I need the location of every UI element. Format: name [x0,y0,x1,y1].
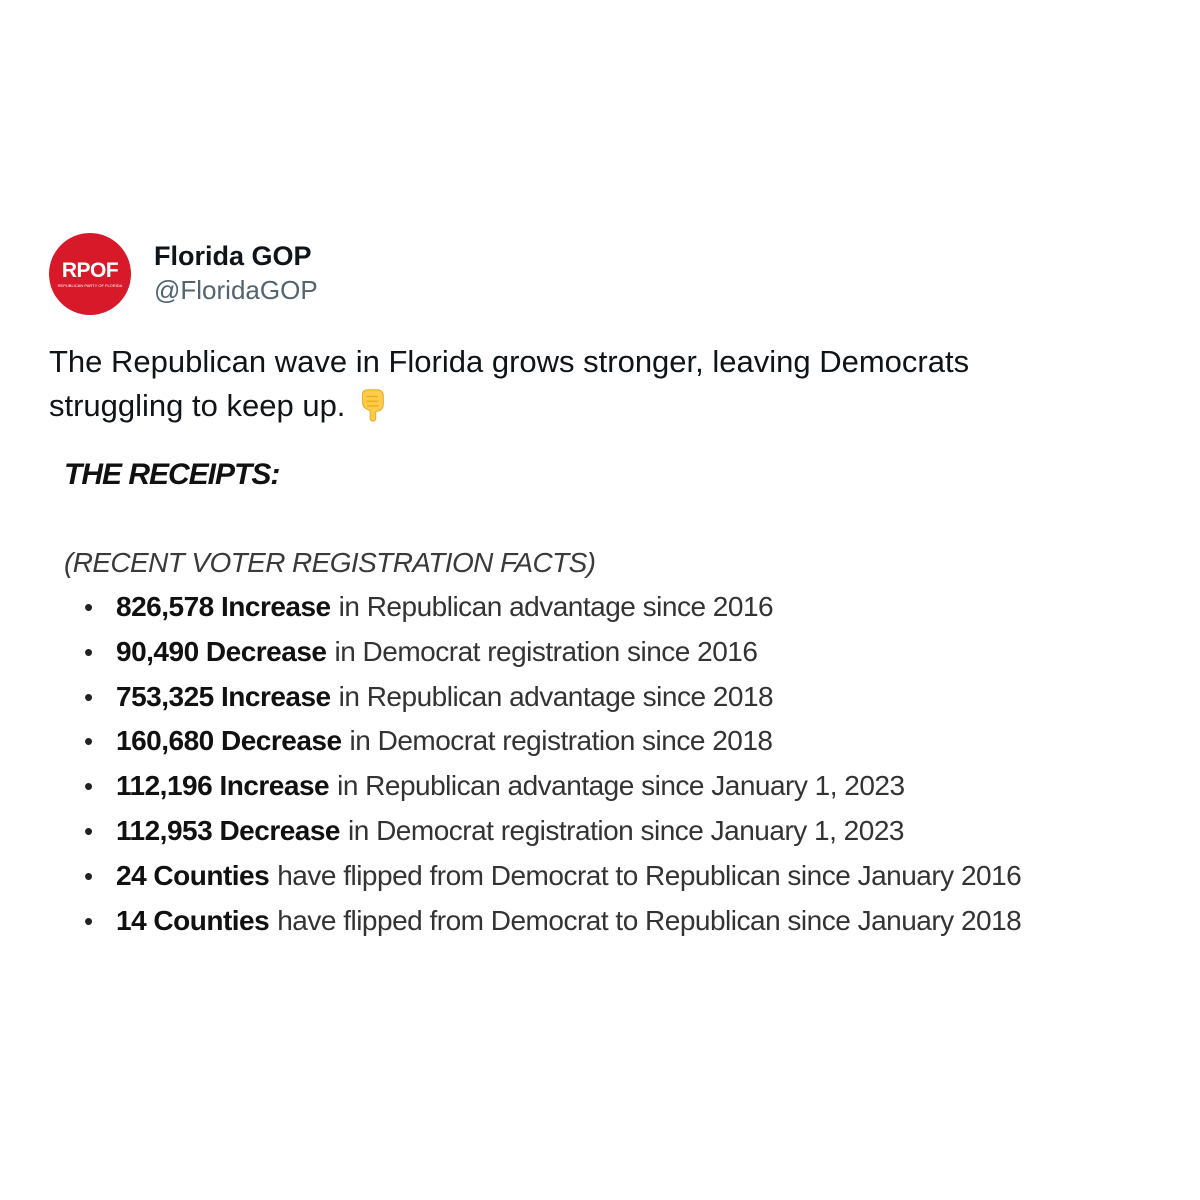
fact-figure: 826,578 Increase [116,591,331,622]
bullet: • [84,905,93,936]
fact-description: in Republican advantage since 2018 [338,680,774,712]
user-handle[interactable]: @FloridaGOP [154,275,318,305]
bullet: • [84,860,93,891]
bullet: • [84,771,93,802]
list-item [64,901,1164,946]
fact-description: have flipped from Democrat to Republican since January 2016 [277,859,1022,891]
pointing-down-icon [355,388,389,422]
tweet-header [49,232,1159,316]
list-item [64,677,1164,722]
bullet: • [84,592,93,622]
tweet [49,232,1159,428]
bullet: • [84,636,93,667]
author-names [154,239,318,307]
list-item [64,721,1164,766]
list-item [64,632,1164,677]
bullet: • [84,815,93,846]
facts-list [64,587,1164,945]
avatar[interactable] [49,233,131,315]
tweet-body: The Republican wave in Florida grows stronger, leaving Democrats struggling to keep up. [49,344,970,423]
list-item [64,856,1164,901]
avatar-logo: RPOF [61,259,119,282]
list-item [64,587,1164,632]
fact-figure: 112,953 Decrease [116,814,340,846]
fact-figure: 14 Counties [116,904,270,936]
receipts-image[interactable] [64,455,1164,945]
fact-description: in Democrat registration since 2016 [334,635,758,667]
fact-description: have flipped from Democrat to Republican since January 2018 [277,904,1022,936]
list-item [64,766,1164,811]
tweet-text [49,340,1109,428]
display-name[interactable]: Florida GOP [154,241,312,271]
fact-figure: 160,680 Decrease [116,725,342,757]
fact-figure: 753,325 Increase [116,680,331,712]
bullet: • [84,681,93,712]
receipts-subtitle: (RECENT VOTER REGISTRATION FACTS) [64,547,596,578]
fact-description: in Democrat registration since January 1, 2023 [348,814,904,846]
receipts-title: THE RECEIPTS: [64,458,280,491]
bullet: • [84,726,93,757]
fact-description: in Democrat registration since 2018 [349,725,773,757]
fact-description: in Republican advantage since 2016 [338,591,774,622]
fact-figure: 112,196 Increase [116,770,330,802]
list-item [64,811,1164,856]
fact-figure: 90,490 Decrease [116,635,327,667]
fact-figure: 24 Counties [116,859,270,891]
avatar-subtext: REPUBLICAN PARTY OF FLORIDA [57,283,123,288]
fact-description: in Republican advantage since January 1, 2023 [337,770,905,802]
